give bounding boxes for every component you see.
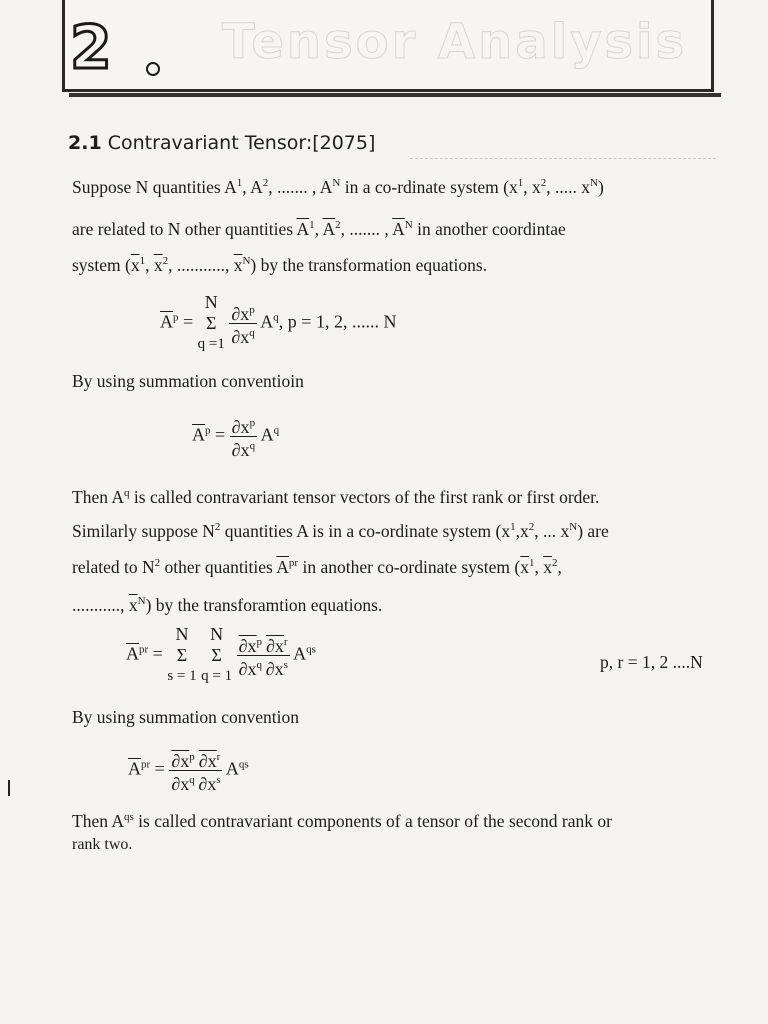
fraction-1: $\frac{\partial x^p}{\partial x^q}$ [169, 748, 196, 793]
para1-line2: are related to N other quantities $\overline{A}^1$, $\overline{A}^2$, ....... , $\overline{A}^N$ in another coordintae [72, 218, 566, 239]
margin-mark [8, 780, 10, 796]
chapter-number-dot [146, 62, 160, 76]
sigma-sum-s: N Σ s = 1 [167, 624, 197, 684]
equation-2: $\overline{A}^p$ = $\frac{\partial x^p}{\partial x^q}$ $A^q$ [192, 414, 279, 459]
para2-line4: ..........., $\overline{x}^N$) by the transforamtion equations. [72, 594, 383, 615]
para1-line1: Suppose N quantities $A^1$, $A^2$, ....... , $A^N$ in a co-rdinate system ($x^1$, $x^2$, ..... $x^N$) [72, 176, 604, 197]
para2-line2: Similarly suppose $N^2$ quantities A is in a co-ordinate system ($x^1,x^2$, ... $x^N$) are [72, 520, 609, 541]
section-title: Contravariant Tensor:[2075] [107, 132, 376, 154]
para2-line3: related to $N^2$ other quantities $\overline{A}^{pr}$ in another co-ordinate system ($\overline{x}^1$, $\overline{x}^2$, [72, 556, 562, 577]
para3-line1: Then $A^{qs}$ is called contravariant components of a tensor of the second rank or [72, 810, 612, 831]
sigma-sum-q: N Σ q = 1 [201, 624, 233, 684]
fraction-1: $\frac{\partial x^p}{\partial x^q}$ [237, 633, 264, 678]
para2-line1: Then $A^q$ is called contravariant tensor vectors of the first rank or first order. [72, 486, 600, 507]
para1-line3: system ($\overline{x}^1$, $\overline{x}^2$, ..........., $\overline{x}^N$) by the transformation equations. [72, 254, 488, 275]
para3-line2: rank two. [72, 836, 133, 853]
heading-rule [410, 158, 716, 159]
equation-1: $\overline{A}^p$ = N Σ q =1 $\frac{\partial x^p}{\partial x^q}$ $A^q$, p = 1, 2, ...... N [160, 292, 396, 355]
equation-3-condition: p, r = 1, 2 ....N [600, 652, 703, 672]
fraction-2: $\frac{\partial x^r}{\partial x^s}$ [197, 748, 223, 793]
section-number: 2.1 [68, 132, 102, 154]
fraction: $\frac{\partial x^p}{\partial x^q}$ [230, 414, 257, 459]
chapter-number: 2 [70, 13, 112, 83]
equation-4: $\overline{A}^{pr}$ = $\frac{\partial x^p}{\partial x^q}$ $\frac{\partial x^r}{\partial x^s}$ $A^{qs}$ [128, 748, 249, 793]
fraction: $\frac{\partial x^p}{\partial x^q}$ [229, 301, 256, 346]
summation-text-2: By using summation convention [72, 707, 300, 727]
sigma-sum: N Σ q =1 [197, 292, 225, 352]
fraction-2: $\frac{\partial x^r}{\partial x^s}$ [264, 633, 290, 678]
section-heading [68, 132, 375, 154]
chapter-title: Tensor Analysis [222, 14, 688, 70]
equation-3: $\overline{A}^{pr}$ = N Σ s = 1 N Σ q = 1 $\frac{\partial x^p}{\partial x^q}$ $\frac{\partial x^r}{\partial x^s}$ $A^{qs}$ [126, 624, 316, 687]
summation-text-1: By using summation conventioin [72, 371, 304, 391]
